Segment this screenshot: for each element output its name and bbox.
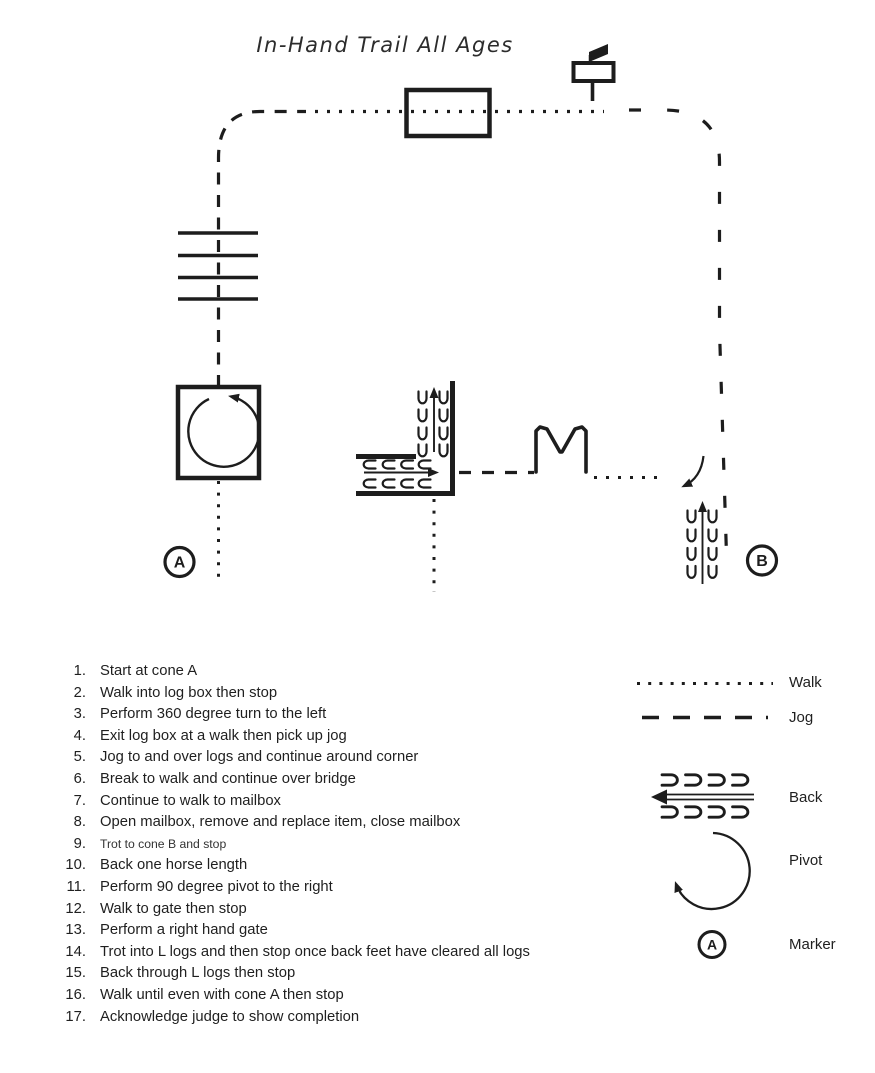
hoofprint-icon	[364, 480, 376, 488]
instruction-item	[64, 834, 530, 856]
instruction-item	[64, 1007, 530, 1029]
instruction-item	[64, 683, 530, 705]
instruction-text: Break to walk and continue over bridge	[100, 770, 356, 787]
hoofprint-icon	[419, 480, 431, 488]
legend-pivot-symbol	[676, 833, 750, 909]
hoofprint-icon	[383, 480, 395, 488]
instruction-item	[64, 877, 530, 899]
instruction-number: 7.	[73, 792, 86, 809]
instruction-text: Exit log box at a walk then pick up jog	[100, 727, 347, 744]
cone-a-marker	[165, 548, 194, 577]
gate-obstacle	[536, 427, 586, 472]
legend-marker-letter: A	[706, 936, 718, 953]
instruction-number: 10.	[65, 857, 86, 874]
instruction-number: 17.	[65, 1008, 86, 1025]
instruction-item	[64, 942, 530, 964]
hoofprints-horizontal	[364, 461, 431, 488]
instruction-text: Trot into L logs and then stop once back feet have cleared all logs	[100, 943, 530, 960]
instruction-text: Back through L logs then stop	[100, 965, 296, 982]
hoofprint-icon	[419, 461, 431, 469]
hoofprint-icon	[440, 428, 448, 440]
instruction-item	[64, 747, 530, 769]
hoofprint-icon	[662, 775, 677, 785]
instruction-text: Back one horse length	[100, 857, 248, 874]
instruction-text: Open mailbox, remove and replace item, close mailbox	[100, 814, 461, 831]
hoofprint-icon	[686, 775, 701, 785]
cone-a-letter: A	[173, 554, 186, 572]
hoofprint-icon	[364, 461, 376, 469]
instruction-item	[64, 899, 530, 921]
hoofprint-icon	[440, 392, 448, 404]
hoofprint-icon	[709, 548, 717, 560]
l-logs-obstacle	[356, 381, 455, 496]
legend-back-label: Back	[789, 789, 823, 806]
hoofprint-icon	[733, 807, 748, 817]
back-one-length-obstacle	[688, 504, 717, 584]
instruction-text: Perform 90 degree pivot to the right	[100, 878, 333, 895]
hoofprint-icon	[733, 775, 748, 785]
instruction-number: 1.	[73, 663, 86, 679]
hoofprints-vertical	[419, 392, 448, 457]
instruction-number: 15.	[65, 965, 86, 982]
instruction-text: Acknowledge judge to show completion	[100, 1008, 360, 1025]
hoofprint-icon	[688, 566, 696, 578]
instruction-text: Start at cone A	[100, 663, 198, 679]
legend-jog-label: Jog	[789, 709, 814, 726]
hoofprint-icon	[709, 566, 717, 578]
hoofprint-icon	[686, 807, 701, 817]
instruction-text: Walk to gate then stop	[100, 900, 247, 917]
instruction-text: Trot to cone B and stop	[100, 836, 227, 851]
page-title: In-Hand Trail All Ages	[256, 33, 514, 57]
instruction-text: Walk until even with cone A then stop	[100, 986, 344, 1003]
instruction-number: 14.	[65, 943, 86, 960]
instruction-item	[64, 985, 530, 1007]
hoofprint-icon	[709, 807, 724, 817]
hoofprint-icon	[401, 461, 413, 469]
instruction-number: 5.	[73, 749, 86, 766]
hoofprint-icon	[440, 410, 448, 422]
instruction-number: 12.	[65, 900, 86, 917]
instruction-text: Perform 360 degree turn to the left	[100, 706, 327, 723]
instruction-text: Perform a right hand gate	[100, 922, 268, 939]
legend-pivot-label: Pivot	[789, 852, 823, 869]
instruction-number: 9.	[73, 835, 86, 852]
log-box-obstacle	[178, 387, 259, 478]
instruction-text: Jog to and over logs and continue around corner	[100, 749, 419, 766]
hoofprint-icon	[688, 511, 696, 523]
instruction-number: 3.	[73, 706, 86, 723]
hoofprint-icon	[419, 445, 427, 457]
instruction-number: 8.	[73, 814, 86, 831]
pivot-90-right-arrow	[684, 456, 704, 486]
hoofprint-icon	[709, 530, 717, 542]
instruction-item	[64, 855, 530, 877]
legend-walk-label: Walk	[789, 674, 822, 691]
instruction-item	[64, 791, 530, 813]
mailbox-flag-icon	[589, 44, 608, 62]
hoofprint-icon	[688, 530, 696, 542]
hoofprint-icon	[709, 775, 724, 785]
hoofprint-icon	[419, 410, 427, 422]
legend-marker-label: Marker	[789, 936, 836, 953]
legend-back-arrowhead-icon	[651, 790, 667, 805]
mailbox-obstacle	[574, 44, 614, 101]
instruction-number: 11.	[66, 878, 86, 895]
hoofprint-icon	[709, 511, 717, 523]
instruction-number: 16.	[65, 986, 86, 1003]
instruction-item	[64, 704, 530, 726]
cone-b-letter: B	[756, 553, 768, 570]
hoofprint-icon	[662, 807, 677, 817]
hoofprint-icon	[688, 548, 696, 560]
cone-b-marker	[748, 546, 777, 575]
hoofprint-icon	[419, 392, 427, 404]
instruction-number: 2.	[73, 684, 86, 701]
instruction-item	[64, 963, 530, 985]
instruction-list	[64, 661, 530, 1028]
instruction-item	[64, 769, 530, 791]
instruction-item	[64, 920, 530, 942]
instruction-number: 6.	[73, 770, 86, 787]
instruction-item	[64, 812, 530, 834]
jog-path-right	[629, 110, 727, 571]
jog-path-left	[219, 112, 307, 388]
instruction-item	[64, 661, 530, 683]
log-box	[178, 387, 259, 478]
instruction-text: Walk into log box then stop	[100, 684, 278, 701]
hoofprint-icon	[440, 445, 448, 457]
hoofprint-icon	[419, 428, 427, 440]
turn-360-left-arrow	[188, 397, 259, 467]
instruction-number: 4.	[73, 727, 86, 744]
mailbox-box	[574, 63, 614, 81]
instruction-item	[64, 726, 530, 748]
hoofprint-icon	[401, 480, 413, 488]
instruction-text: Continue to walk to mailbox	[100, 792, 281, 809]
hoofprint-icon	[383, 461, 395, 469]
instruction-number: 13.	[65, 922, 86, 939]
legend-marker-symbol	[699, 932, 725, 958]
legend-back-symbol	[651, 775, 754, 817]
